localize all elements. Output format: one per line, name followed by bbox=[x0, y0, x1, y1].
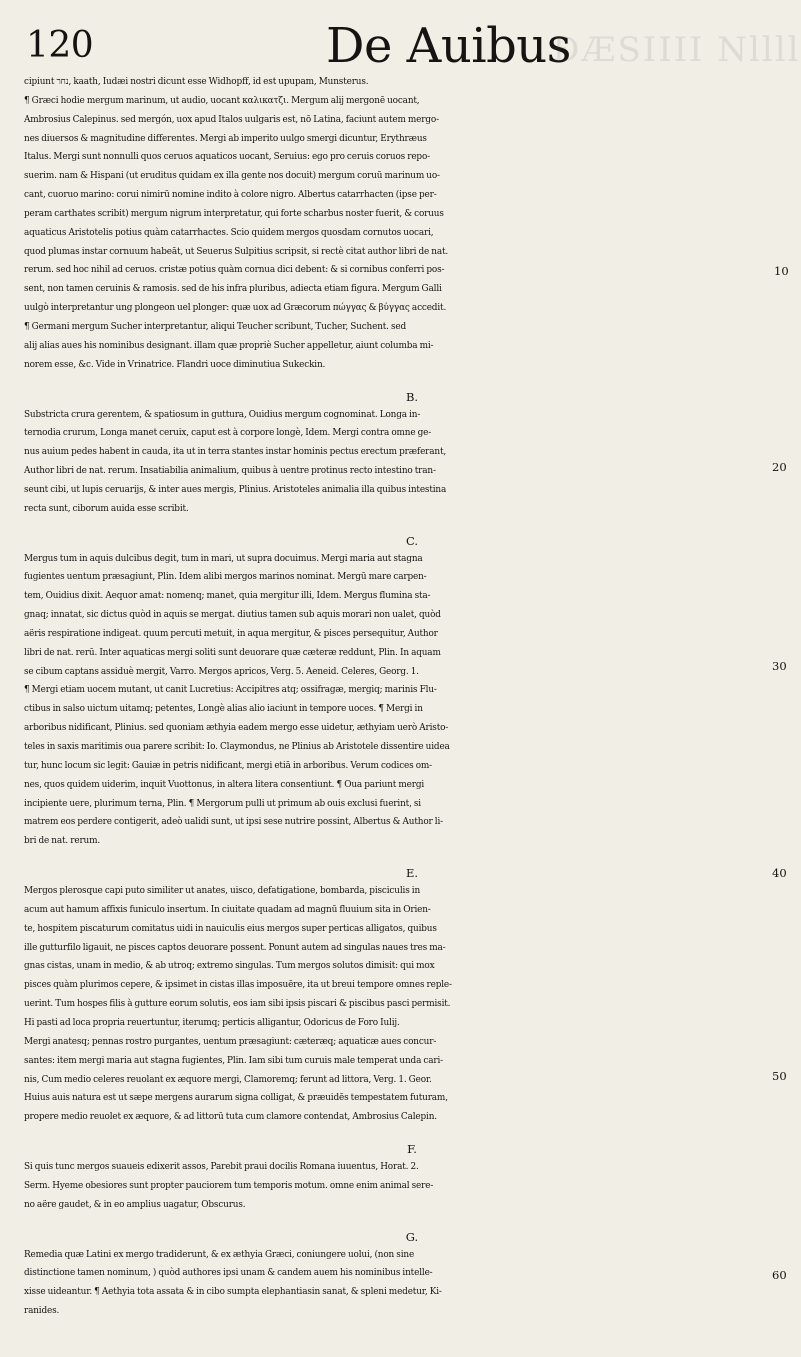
text-line: aquaticus Aristotelis potius quàm catarrhactes. Scio quidem mergos quosdam cornutos uocari, bbox=[24, 227, 434, 238]
text-line: te, hospitem piscaturum comitatus uidi in nauiculis eius mergos super perticas alligatos, quibus bbox=[24, 923, 437, 934]
text-line: Ambrosius Calepinus. sed mergón, uox apud Italos uulgaris est, nō Latina, faciunt autem mergo- bbox=[24, 114, 439, 125]
running-head: De Auibus bbox=[326, 18, 571, 74]
page-header bbox=[22, 14, 801, 74]
text-line: Si quis tunc mergos suaueis edixerit assos, Parebit praui docilis Romana iuuentus, Horat. 2. bbox=[24, 1162, 419, 1173]
margin-number-40: 40 bbox=[772, 866, 787, 880]
text-line: Substricta crura gerentem, & spatiosum in guttura, Ouidius mergum cognominat. Longa in- bbox=[24, 409, 421, 420]
text-line: norem esse, &c. Vide in Vrinatrice. Flandri uoce diminutiua Sukeckin. bbox=[24, 359, 326, 370]
text-line: teles in saxis maritimis oua parere scribit: Io. Claymondus, ne Plinius ab Aristotele dissentire uidea bbox=[24, 742, 450, 752]
text-line: pisces quàm plurimos cepere, & ipsimet in cistas illas imposuēre, ita ut breui tempore omnes reple- bbox=[24, 980, 452, 991]
text-line: uulgò interpretantur ung plongeon uel plonger: quæ uox ad Græcorum πώγγας & βύγγας accedit. bbox=[24, 303, 447, 314]
text-line: Mergus tum in aquis dulcibus degit, tum in mari, ut supra docuimus. Mergi maria aut stagna bbox=[24, 553, 423, 564]
text-line: peram carthates scribit) mergum nigrum interpretatur, qui forte scharbus noster fuerit, & coruus bbox=[24, 208, 444, 219]
margin-number-20: 20 bbox=[772, 460, 787, 474]
text-line: ¶ Græci hodie mergum marinum, ut audio, uocant καλικατζι. Mergum alij mergonē uocant, bbox=[24, 95, 420, 106]
text-line: aëris respiratione indigeat. quum percuti metuit, in aqua mergitur, & pisces persequitur, Author bbox=[24, 628, 438, 639]
text-line: nus auium pedes habent in cauda, ita ut in terra stantes instar hominis pectus erectum præferant, bbox=[24, 447, 447, 458]
text-line: Serm. Hyeme obesiores sunt propter pauciorem tum temporis motum. omne enim animal sere- bbox=[24, 1180, 434, 1191]
text-line: tur, hunc locum sic legit: Gauiæ in petris nidificant, mergi etiā in arboribus. Verum codices om- bbox=[24, 760, 433, 771]
section-letter: G. bbox=[405, 1229, 419, 1244]
text-line: rerum. sed hoc nihil ad ceruos. cristæ potius quàm cornua dici debent: & si cornibus conferri pos- bbox=[24, 265, 445, 276]
text-line: ¶ Mergi etiam uocem mutant, ut canit Lucretius: Accipitres atq; ossifragæ, mergiq; marinis Flu- bbox=[24, 685, 437, 696]
text-line: libri de nat. rerū. Inter aquaticas mergi soliti sunt deuorare quæ cæteræ reddunt, Plin. In aquam bbox=[24, 647, 441, 658]
text-line: nis, Cum medio celeres reuolant ex æquore mergi, Clamoremq; ferunt ad littora, Verg. 1. Geor. bbox=[24, 1074, 432, 1085]
section-letter: C. bbox=[405, 533, 419, 548]
section-letter: E. bbox=[405, 866, 419, 881]
text-line: Remedia quæ Latini ex mergo tradiderunt, & ex æthyia Græci, coniungere uolui, (non sine bbox=[24, 1249, 415, 1260]
text-line: Author libri de nat. rerum. Insatiabilia animalium, quibus à uentre protinus recto intestino tran- bbox=[24, 466, 436, 477]
margin-number-10: 10 bbox=[774, 264, 789, 278]
text-line: Mergi anatesq; pennas rostro purgantes, uentum præsagiunt: cæteræq; aquaticæ aues concur- bbox=[24, 1036, 437, 1047]
section bbox=[24, 73, 766, 375]
page-number: 120 bbox=[26, 25, 94, 66]
body-text bbox=[24, 73, 766, 1336]
section bbox=[24, 534, 766, 852]
text-line: Hi pasti ad loca propria reuertuntur, iterumq; perticis alligantur, Odoricus de Foro Iulij. bbox=[24, 1017, 400, 1028]
text-line: sent, non tamen ceruinis & ramosis. sed de his infra pluribus, adiecta etiam figura. Mergum Galli bbox=[24, 284, 442, 295]
text-line: seunt cibi, ut lupis ceruarijs, & inter aues mergis, Plinius. Aristoteles animalia illa quibus intestina bbox=[24, 484, 447, 495]
text-line: recta sunt, ciborum auida esse scribit. bbox=[24, 503, 189, 514]
text-line: no aëre gaudet, & in eo amplius uagatur, Obscurus. bbox=[24, 1199, 246, 1210]
text-line: xisse uideantur. ¶ Aethyia tota assata & in cibo sumpta elephantiasin sanat, & spleni medetur, Ki- bbox=[24, 1287, 442, 1298]
margin-number-60: 60 bbox=[772, 1268, 787, 1282]
section bbox=[24, 1230, 766, 1321]
text-line: quod plumas instar cornuum habeāt, ut Seuerus Sulpitius scripsit, si rectè citat author libri de nat. bbox=[24, 246, 449, 257]
text-line: fugientes uentum præsagiunt, Plin. Idem alibi mergos marinos nominat. Mergū mare carpen- bbox=[24, 572, 427, 583]
text-line: Italus. Mergi sunt nonnulli quos ceruos aquaticos uocant, Seruius: ego pro ceruis coruos repo- bbox=[24, 152, 430, 163]
text-line: bri de nat. rerum. bbox=[24, 836, 101, 847]
text-line: cipiunt נחר, kaath, Iudæi nostri dicunt esse Widhopff, id est upupam, Munsterus. bbox=[24, 77, 369, 87]
text-line: uerint. Tum hospes filis à gutture eorum solutis, eos iam sibi ipsis piscari & piscibus pasci permisit. bbox=[24, 999, 451, 1010]
text-line: ranides. bbox=[24, 1306, 60, 1317]
text-line: matrem eos perdere contigerit, adeò ualidi sunt, ut ipsi sese nutrire possint, Albertus & Author li- bbox=[24, 817, 444, 828]
text-line: alij alias aues his nominibus designant. illam quæ propriè Sucher appelletur, aiunt columba mi- bbox=[24, 340, 434, 351]
text-line: distinctione tamen nominum, ) quòd authores ipsi unam & candem auem his nominibus intelle- bbox=[24, 1268, 433, 1279]
text-line: Mergos plerosque capi puto similiter ut anates, uisco, defatigatione, bombarda, pisciculis in bbox=[24, 886, 421, 897]
text-line: nes, quos quidem uiderim, inquit Vuottonus, in altera litera consentiunt. ¶ Oua pariunt mergi bbox=[24, 779, 425, 790]
section-letter: B. bbox=[405, 389, 419, 404]
section bbox=[24, 390, 766, 519]
margin-number-50: 50 bbox=[772, 1069, 787, 1083]
section bbox=[24, 1142, 766, 1215]
text-line: propere medio reuolet ex æquore, & ad littorū tuta cum clamore contendat, Ambrosius Calepin. bbox=[24, 1112, 437, 1123]
text-line: se cibum captans assiduè mergit, Varro. Mergos apricos, Verg. 5. Aeneid. Celeres, Georg. 1. bbox=[24, 666, 419, 677]
text-line: santes: item mergi maria aut stagna fugientes, Plin. Iam sibi tum curuis male temperat unda cari- bbox=[24, 1055, 443, 1066]
text-line: cant, cuoruo marino: corui nimirū nomine indito à colore nigro. Albertus catarrhacten (ipse per- bbox=[24, 190, 437, 201]
text-line: nes diuersos & magnitudine differentes. Mergi ab imperito uulgo smergi dicuntur, Erythræus bbox=[24, 133, 427, 144]
section bbox=[24, 866, 766, 1127]
text-line: gnaq; innatat, sic dictus quòd in aquis se mergat. diutius tamen sub aquis morari non ualet, quòd bbox=[24, 610, 441, 621]
section-letter: F. bbox=[407, 1142, 417, 1157]
text-line: gnas cistas, unam in medio, & ab utroq; extremo singulas. Tum mergos solutos dimisit: qui mox bbox=[24, 961, 435, 972]
text-line: suerim. nam & Hispani (ut eruditus quidam ex illa gente nos docuit) mergum coruū marinum uo- bbox=[24, 171, 440, 182]
text-line: Huius auis natura est ut sæpe mergens aurarum signa colligat, & præuidēs tempestatem futuram, bbox=[24, 1093, 448, 1104]
text-line: ctibus in salso uictum uitamq; petentes, Longè alias alio iaciunt in tempore uoces. ¶ Mergi in bbox=[24, 704, 423, 715]
text-line: acum aut hamum affixis funiculo insertum. In ciuitate quadam ad magnū fluuium sita in Orien- bbox=[24, 904, 431, 915]
bleed-through-ink: ÐÆSIIII Nllll bbox=[552, 30, 801, 70]
text-line: incipiente uere, plurimum terna, Plin. ¶ Mergorum pulli ut primum ab ouis exclusi fuerint, si bbox=[24, 798, 421, 809]
text-line: ternodia crurum, Longa manet ceruix, caput est à corpore longè, Idem. Mergi contra omne ge- bbox=[24, 428, 432, 439]
text-line: arboribus nidificant, Plinius. sed quoniam æthyia eadem mergo esse uidetur, æthyiam uerò Aristo- bbox=[24, 723, 449, 734]
margin-number-30: 30 bbox=[772, 659, 787, 673]
text-line: tem, Ouidius dixit. Aequor amat: nomenq; manet, quia mergitur illi, Idem. Mergus flumina sta- bbox=[24, 591, 431, 602]
text-line: ille gutturfilo ligauit, ne pisces captos deuorare possent. Ponunt autem ad singulas naues tres ma- bbox=[24, 942, 446, 953]
text-line: ¶ Germani mergum Sucher interpretantur, aliqui Teucher scribunt, Tucher, Suchent. sed bbox=[24, 321, 407, 332]
